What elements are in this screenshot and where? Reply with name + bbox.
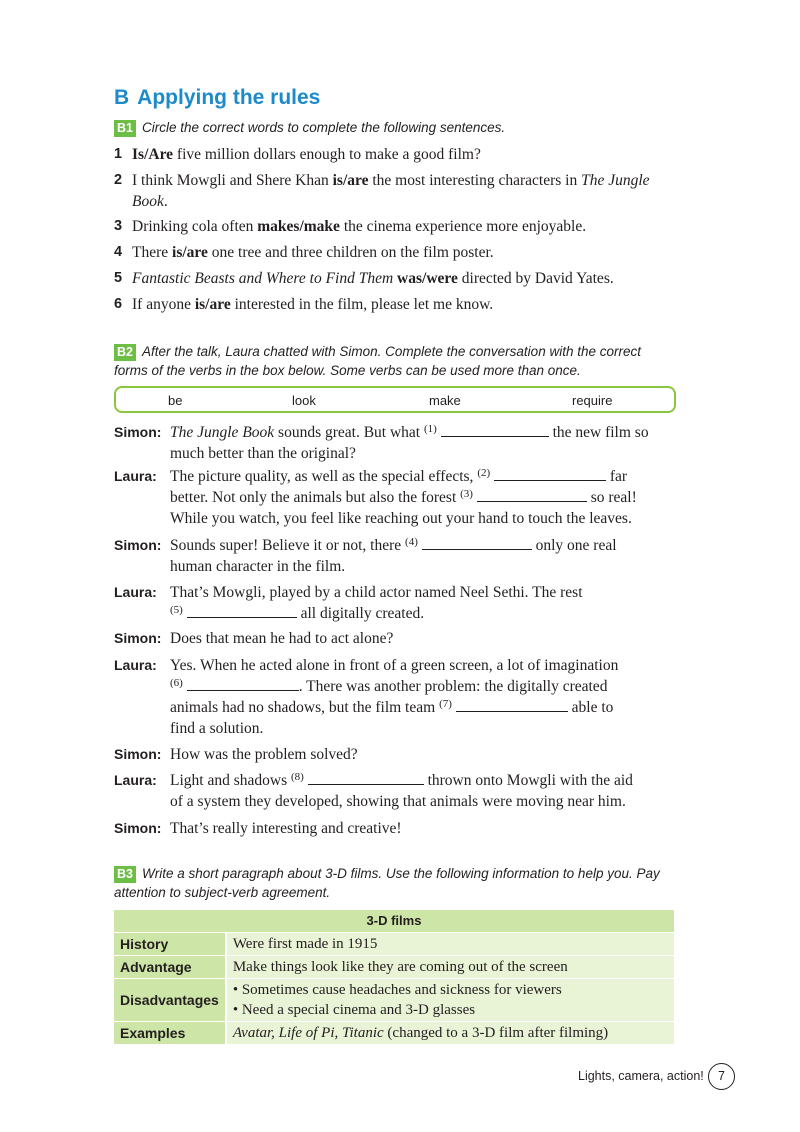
disadvantage-item: • Need a special cinema and 3-D glasses: [232, 1002, 476, 1018]
dialogue-turn-6: Laura: Yes. When he acted alone in front of a green screen, a lot of imagination $^{(6)}$ . There was another problem: the digitally created animals had no shadows, but the film team $^{(7)}$ able to find a solution.: [114, 657, 619, 737]
section-letter: B: [114, 86, 130, 109]
sentence-number: 4: [114, 244, 123, 260]
speaker: Simon:: [114, 630, 162, 646]
page-number: 7: [708, 1063, 735, 1090]
blank-1[interactable]: [441, 423, 549, 437]
disadvantage-item: • Sometimes cause headaches and sickness for viewers: [232, 982, 562, 998]
dialogue-turn-2: Laura: The picture quality, as well as the special effects, $^{(2)}$ far better. Not only the animals but also the forest $^{(3)}$ so real! While you watch, you feel like reaching out your hand to touch the leaves.: [114, 467, 637, 527]
b1-sentence-1: 1 Is/Are five million dollars enough to make a good film?: [114, 146, 481, 163]
b2-instruction-line-2: forms of the verbs in the box below. Some verbs can be used more than once.: [114, 363, 581, 378]
b1-sentence-5: 5 Fantastic Beasts and Where to Find Them was/were directed by David Yates.: [114, 270, 614, 287]
row-value-examples: Avatar, Life of Pi, Titanic (changed to a 3-D film after filming): [226, 1022, 674, 1045]
b1-instruction-text: Circle the correct words to complete the following sentences.: [141, 120, 506, 135]
choice-is-are[interactable]: is/are: [194, 296, 231, 313]
speaker: Simon:: [114, 820, 162, 836]
choice-is-are[interactable]: is/are: [172, 244, 208, 261]
footer-unit-title: Lights, camera, action!: [578, 1069, 704, 1083]
blank-6[interactable]: [187, 677, 299, 691]
row-value-advantage: Make things look like they are coming out of the screen: [226, 956, 674, 979]
b1-badge: B1: [114, 120, 136, 137]
sentence-number: 5: [114, 270, 123, 286]
speaker: Laura:: [114, 584, 157, 600]
sentence-number: 6: [114, 296, 123, 312]
sentence-number: 2: [114, 172, 123, 188]
b2-instruction: [114, 342, 641, 380]
table-row: [114, 956, 674, 979]
b1-sentence-3: 3 Drinking cola often makes/make the cinema experience more enjoyable.: [114, 218, 587, 235]
row-value-disadvantages: [226, 979, 674, 1022]
blank-3[interactable]: [477, 488, 587, 502]
b2-badge: B2: [114, 344, 136, 361]
b1-sentence-2: 2 I think Mowgli and Shere Khan is/are the most interesting characters in The Jungle Book.: [114, 172, 650, 210]
blank-8[interactable]: [308, 771, 424, 785]
blank-7[interactable]: [456, 698, 568, 712]
choice-is-are[interactable]: is/are: [332, 172, 369, 189]
dialogue-turn-4: Laura: That’s Mowgli, played by a child actor named Neel Sethi. The rest $^{(5)}$ all digitally created.: [114, 584, 583, 622]
word-be: be: [168, 393, 183, 408]
speaker: Laura:: [114, 657, 157, 673]
choice-makes-make[interactable]: makes/make: [257, 218, 340, 235]
3d-films-table: [114, 910, 674, 1045]
row-label-examples: Examples: [114, 1022, 226, 1045]
table-row: [114, 979, 674, 1022]
b3-instruction-line-2: attention to subject-verb agreement.: [114, 885, 331, 900]
b1-sentence-6: 6 If anyone is/are interested in the film, please let me know.: [114, 296, 494, 313]
b2-instruction-line-1: After the talk, Laura chatted with Simon. Complete the conversation with the correct: [141, 344, 641, 359]
word-require: require: [572, 393, 613, 408]
speaker: Simon:: [114, 537, 162, 553]
blank-5[interactable]: [187, 604, 297, 618]
dialogue-turn-5: Simon: Does that mean he had to act alone?: [114, 630, 394, 647]
b1-instruction: [114, 118, 505, 137]
speaker: Simon:: [114, 746, 162, 762]
b3-badge: B3: [114, 866, 136, 883]
dialogue-turn-1: Simon: The Jungle Book sounds great. But what $^{(1)}$ the new film so much better than the original?: [114, 423, 649, 462]
table-header: 3-D films: [114, 910, 674, 933]
section-heading: Applying the rules: [137, 86, 321, 109]
table-row: [114, 933, 674, 956]
word-look: look: [292, 393, 316, 408]
speaker: Simon:: [114, 424, 162, 440]
choice-is-are[interactable]: Is/Are: [132, 146, 174, 163]
sentence-number: 3: [114, 218, 123, 234]
dialogue-turn-9: Simon: That’s really interesting and creative!: [114, 820, 402, 837]
choice-was-were[interactable]: was/were: [397, 270, 458, 287]
dialogue-turn-8: Laura: Light and shadows $^{(8)}$ thrown onto Mowgli with the aid of a system they developed, showing that animals were moving near him.: [114, 771, 633, 810]
table-row: [114, 1022, 674, 1045]
b1-sentence-4: 4 There is/are one tree and three children on the film poster.: [114, 244, 494, 261]
b3-instruction: [114, 864, 660, 902]
speaker: Laura:: [114, 468, 157, 484]
blank-4[interactable]: [422, 536, 532, 550]
sentence-number: 1: [114, 146, 123, 162]
word-make: make: [429, 393, 461, 408]
dialogue-turn-3: Simon: Sounds super! Believe it or not, there $^{(4)}$ only one real human character in the film.: [114, 536, 617, 575]
row-label-disadvantages: Disadvantages: [114, 979, 226, 1022]
section-title: [114, 86, 320, 110]
word-box: [114, 386, 676, 413]
row-label-advantage: Advantage: [114, 956, 226, 979]
b3-instruction-line-1: Write a short paragraph about 3-D films. Use the following information to help you. Pay: [141, 866, 660, 881]
dialogue-turn-7: Simon: How was the problem solved?: [114, 746, 358, 763]
row-label-history: History: [114, 933, 226, 956]
row-value-history: Were first made in 1915: [226, 933, 674, 956]
blank-2[interactable]: [494, 467, 606, 481]
speaker: Laura:: [114, 772, 157, 788]
